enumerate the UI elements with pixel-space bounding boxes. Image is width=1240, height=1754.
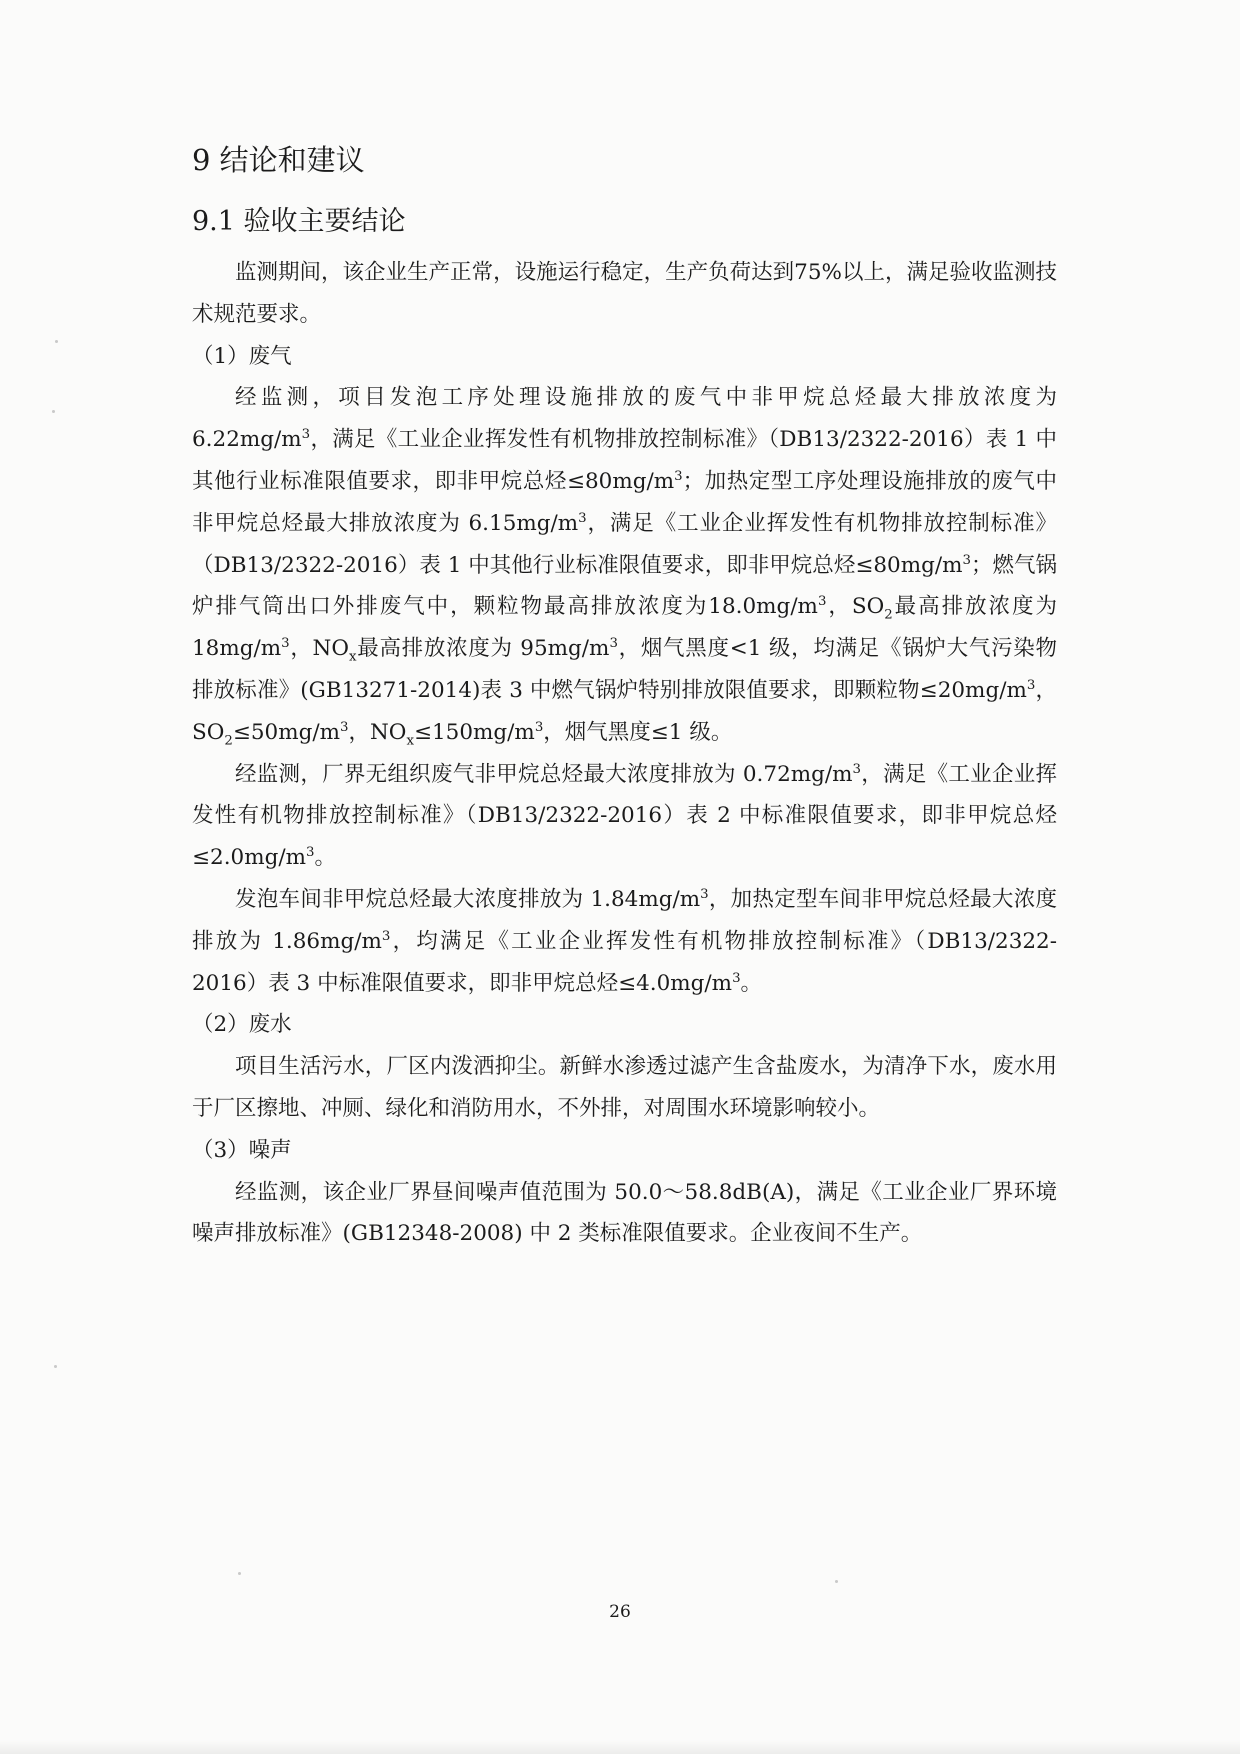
intro-paragraph: 监测期间，该企业生产正常，设施运行稳定，生产负荷达到75%以上，满足验收监测技术规范要求。 xyxy=(192,260,1057,327)
section-heading: 9.1 验收主要结论 xyxy=(192,206,406,237)
wastewater-label: （2）废水 xyxy=(192,1012,292,1038)
scan-speck xyxy=(55,340,58,343)
scan-speck xyxy=(835,1580,838,1583)
exhaust-gas-paragraph-1: 经监测，项目发泡工序处理设施排放的废气中非甲烷总烃最大排放浓度为$6.22mg/m^3$，满足《工业企业挥发性有机物排放控制标准》（DB13/2322-2016）表 1 中其他行业标准限值要求，即非甲烷总烃$\le 80mg/m^3$；加热定型工序处理设施排放的废气中非甲烷总烃最大排放浓度为 $6.15mg/m^3$，满足《工业企业挥发性有机物排放控制标准》（DB13/2322-2016）表 1 中其他行业标准限值要求，即非甲烷总烃$\le 80mg/m^3$；燃气锅炉排气筒出口外排废气中，颗粒物最高排放浓度为$18.0mg/m^3$，$SO_2$最高排放浓度为 $18mg/m^3$，$NO_x$最高排放浓度为 $95mg/m^3$，烟气黑度<1 级，均满足《锅炉大气污染物排放标准》(GB13271-2014)表 3 中燃气锅炉特别排放限值要求，即颗粒物$\le 20mg/m^3$，$SO_2\le 50mg/m^3$，$NO_x\le 150mg/m^3$，烟气黑度≤1 级。 xyxy=(192,385,1057,749)
exhaust-gas-paragraph-2: 经监测，厂界无组织废气非甲烷总烃最大浓度排放为 $0.72mg/m^3$，满足《工业企业挥发性有机物排放控制标准》（DB13/2322-2016）表 2 中标准限值要求，即非甲烷总烃$\le 2.0mg/m^3$。 xyxy=(192,761,1057,871)
wastewater-paragraph: 项目生活污水，厂区内泼洒抑尘。新鲜水渗透过滤产生含盐废水，为清净下水，废水用于厂区擦地、冲厕、绿化和消防用水，不外排，对周围水环境影响较小。 xyxy=(192,1054,1057,1121)
scan-bottom-edge xyxy=(0,1740,1240,1754)
scan-speck xyxy=(52,410,55,413)
page-number: 26 xyxy=(609,1602,631,1622)
scan-speck xyxy=(54,1365,57,1368)
scan-speck xyxy=(238,1572,241,1575)
chapter-heading: 9 结论和建议 xyxy=(192,143,365,177)
noise-paragraph: 经监测，该企业厂界昼间噪声值范围为 50.0～58.8dB(A)，满足《工业企业厂界环境噪声排放标准》(GB12348-2008) 中 2 类标准限值要求。企业夜间不生产。 xyxy=(192,1179,1057,1247)
page-content xyxy=(192,140,1057,1255)
exhaust-gas-label: （1）废气 xyxy=(192,343,292,369)
exhaust-gas-paragraph-3: 发泡车间非甲烷总烃最大浓度排放为 $1.84mg/m^3$，加热定型车间非甲烷总烃最大浓度排放为 $1.86mg/m^3$，均满足《工业企业挥发性有机物排放控制标准》（DB13/2322-2016）表 3 中标准限值要求，即非甲烷总烃$\le 4.0mg/m^3$。 xyxy=(192,886,1057,996)
noise-label: （3）噪声 xyxy=(192,1137,292,1163)
